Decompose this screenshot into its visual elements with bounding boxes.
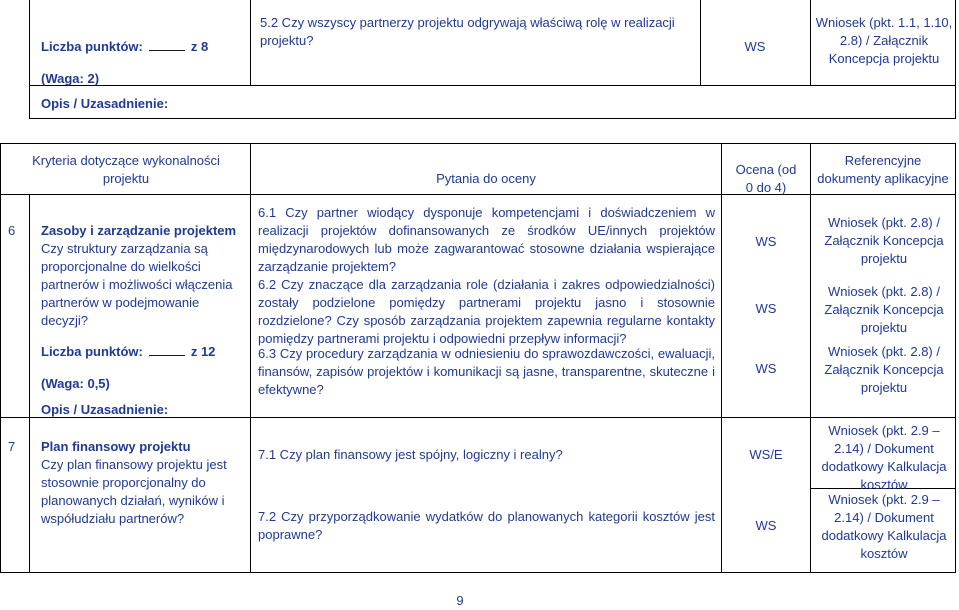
top-divider-3 [810, 0, 811, 85]
top-ref: Wniosek (pkt. 1.1, 1.10, 2.8) / Załącznik Koncepcja projektu [815, 15, 953, 66]
top-points [41, 38, 241, 56]
row7-rating-2: WS [755, 518, 777, 533]
main-right [955, 143, 956, 573]
main-top [0, 143, 956, 144]
row6-justification: Opis / Uzasadnienie: [41, 402, 169, 417]
main-vline-rating [810, 143, 811, 573]
row6-points [41, 343, 241, 361]
main-bottom [0, 572, 956, 573]
row7-question-1: 7.1 Czy plan finansowy jest spójny, logiczny i realny? [258, 447, 563, 462]
top-border-left [29, 0, 30, 119]
top-question: 5.2 Czy wszyscy partnerzy projektu odgrywają właściwą rolę w realizacji projektu? [260, 15, 675, 48]
main-left [0, 143, 1, 573]
top-weight: (Waga: 2) [41, 71, 100, 86]
top-hline-mid [29, 85, 956, 86]
top-points-max: z 8 [190, 39, 209, 54]
row6-title: Zasoby i zarządzanie projektem [41, 223, 237, 238]
row7-number: 7 [8, 439, 16, 454]
row6-question-3: 6.3 Czy procedury zarządzania w odniesieniu do sprawozdawczości, ewaluacji, finansów, zapisów projektów i komunikacji są jasne, transparentne, skuteczne i efektywne? [258, 346, 715, 397]
row7-description: Czy plan finansowy projektu jest stosownie proporcjonalny do planowanych działań, wyników i współudziału partnerów? [41, 457, 227, 526]
row7-question-2: 7.2 Czy przyporządkowanie wydatków do planowanych kategorii kosztów jest poprawne? [258, 509, 715, 542]
row6-weight: (Waga: 0,5) [41, 376, 110, 391]
top-points-blank[interactable] [149, 38, 185, 51]
top-rating: WS [744, 39, 766, 54]
top-justification: Opis / Uzasadnienie: [41, 96, 169, 111]
row6-points-label: Liczba punktów: [41, 344, 143, 359]
row6-rating-3: WS [755, 361, 777, 376]
header-rating: Ocena (od 0 do 4) [735, 162, 797, 195]
row6-ref-1: Wniosek (pkt. 2.8) / Załącznik Koncepcja projektu [824, 215, 944, 266]
row6-points-max: z 12 [190, 344, 216, 359]
row6-ref-2: Wniosek (pkt. 2.8) / Załącznik Koncepcja projektu [824, 284, 944, 335]
row7-rating-1: WS/E [749, 447, 783, 462]
row6-question-2b: Czy sposób zarządzania projektem zapewnia regularne kontakty pomiędzy partnerami projektu i odpowiedni przepływ informacji? [258, 313, 715, 346]
header-refs: Referencyjne dokumenty aplikacyjne [817, 153, 949, 186]
header-questions: Pytania do oceny [436, 171, 536, 186]
page-number: 9 [456, 593, 464, 608]
top-hline-bottom [29, 118, 956, 119]
top-points-label: Liczba punktów: [41, 39, 143, 54]
row7-ref-2: Wniosek (pkt. 2.9 – 2.14) / Dokument dodatkowy Kalkulacja kosztów [821, 492, 947, 561]
row6-question-2a: 6.2 Czy znaczące dla zarządzania role (działania i zakres odpowiedzialności) zostały podzielone pomiędzy partnerami projektu jasno i stosownie rozdzielone? [258, 277, 715, 328]
row6-ref-3: Wniosek (pkt. 2.8) / Załącznik Koncepcja projektu [824, 344, 944, 395]
main-vline-criteria [250, 143, 251, 573]
row6-description: Czy struktury zarządzania są proporcjonalne do wielkości partnerów i możliwości włączenia partnerów w podejmowanie decyzji? [41, 241, 233, 328]
row6-rating-2: WS [755, 301, 777, 316]
row7-title: Plan finansowy projektu [41, 439, 191, 454]
top-border-right [955, 0, 956, 119]
header-hline [0, 194, 956, 195]
row7-ref-1: Wniosek (pkt. 2.9 – 2.14) / Dokument dodatkowy Kalkulacja kosztów [821, 423, 947, 492]
header-criteria: Kryteria dotyczące wykonalności projektu [32, 153, 220, 186]
main-vline-questions [721, 143, 722, 573]
row6-question-2 [258, 276, 715, 348]
row6-number: 6 [8, 223, 16, 238]
row6-points-blank[interactable] [149, 343, 185, 356]
row6-question-1: 6.1 Czy partner wiodący dysponuje kompetencjami i doświadczeniem w realizacji projektów dofinansowanych ze środków UE/innych projektów międzynarodowych lub może zagwarantować stosowne działania wspierające zarządzanie projektem? [258, 205, 715, 274]
top-divider-1 [250, 0, 251, 85]
main-vline-num [29, 194, 30, 573]
row6-rating-1: WS [755, 234, 777, 249]
